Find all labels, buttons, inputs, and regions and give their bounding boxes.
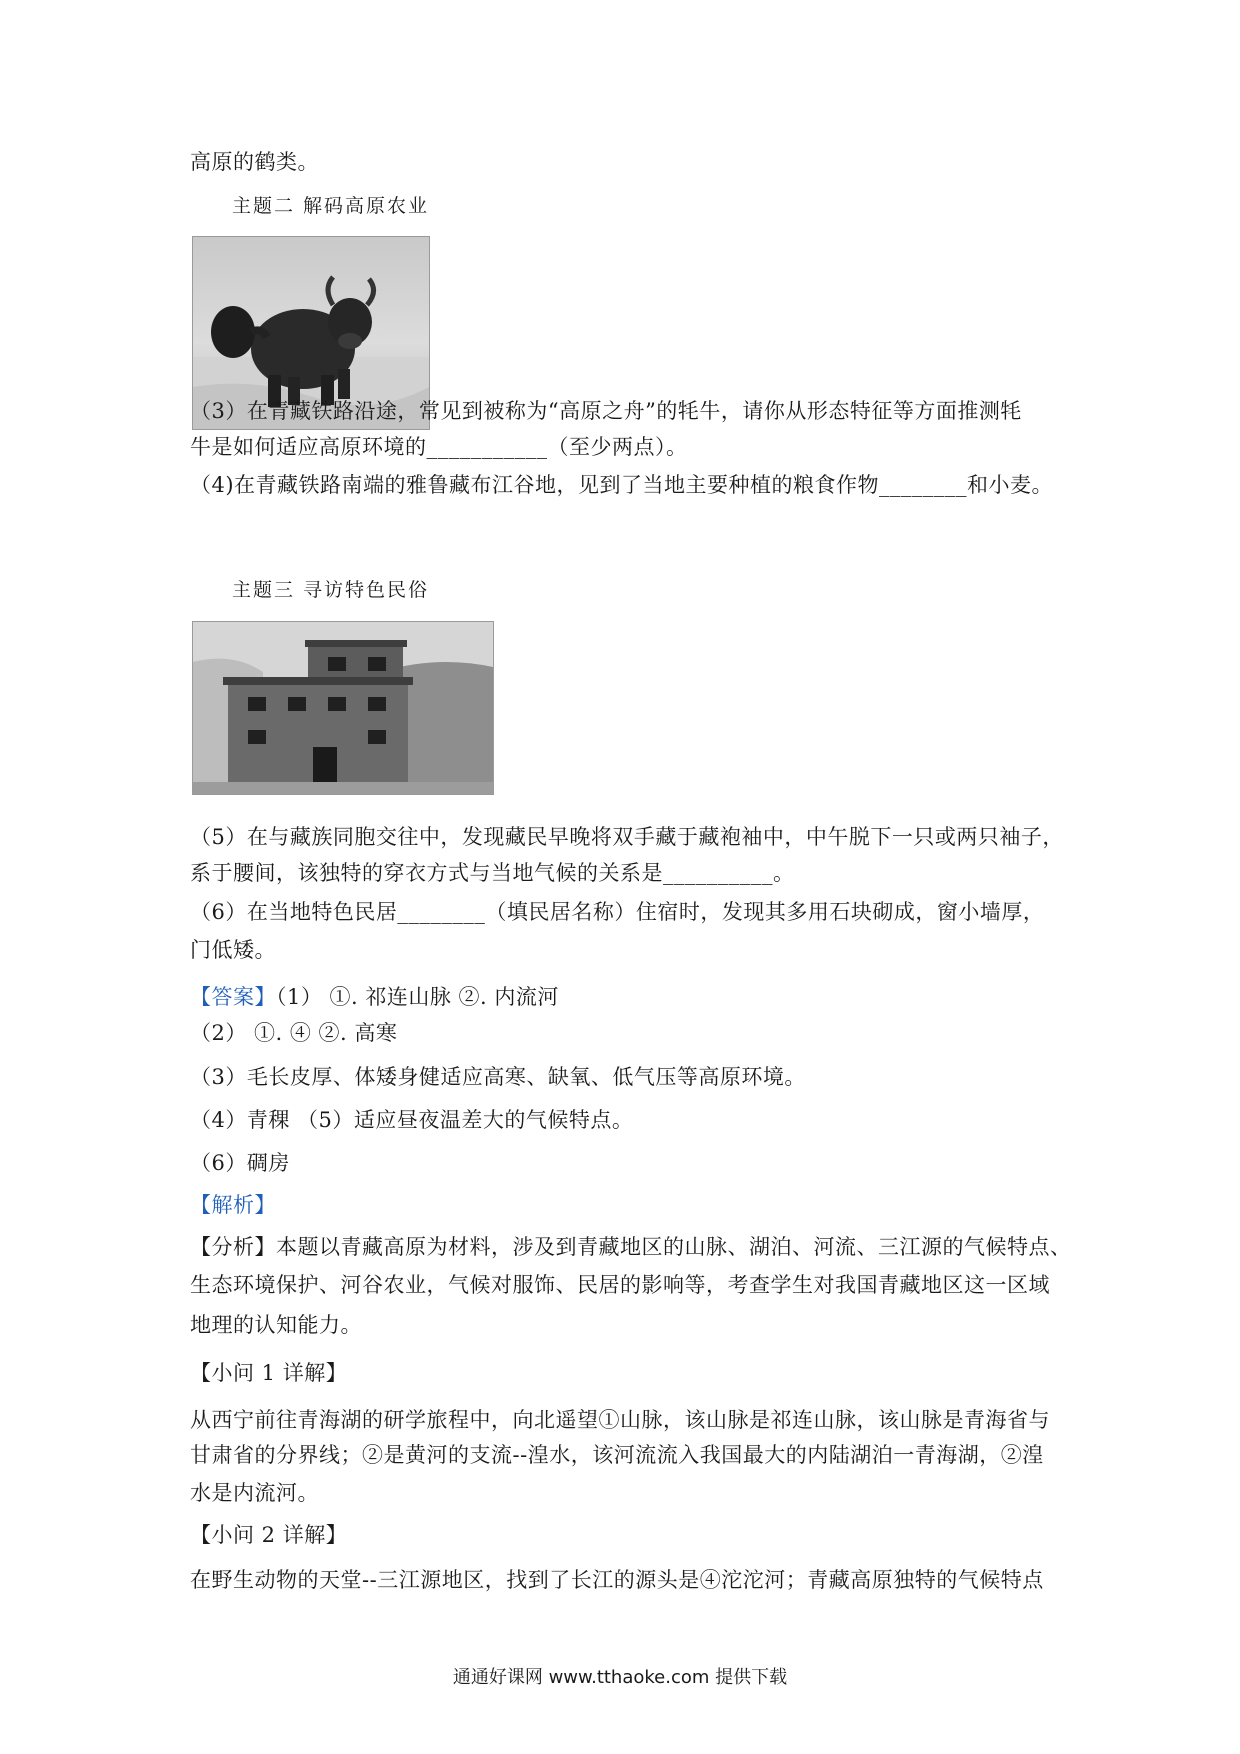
sub-question-heading: 【小问 1 详解】 [190, 1361, 348, 1385]
analysis-line: 生态环境保护、河谷农业，气候对服饰、民居的影响等，考查学生对我国青藏地区这一区域 [190, 1273, 1050, 1297]
tibetan-house-photo [192, 621, 494, 795]
text-line: 高原的鹤类。 [190, 150, 319, 174]
page-footer: 通通好课网 www.tthaoke.com 提供下载 [452, 1667, 788, 1688]
question-6-line-2: 门低矮。 [190, 938, 276, 962]
answer-6: （6）碉房 [190, 1151, 290, 1175]
question-3-line-1: （3）在青藏铁路沿途，常见到被称为“高原之舟”的牦牛，请你从形态特征等方面推测牦 [190, 399, 1022, 423]
question-6-line-1: （6）在当地特色民居________（填民居名称）住宿时，发现其多用石块砌成，窗小墙厚， [190, 900, 1045, 924]
answer-line-1 [190, 982, 559, 1012]
analysis-line: 从西宁前往青海湖的研学旅程中，向北遥望①山脉，该山脉是祁连山脉，该山脉是青海省与 [190, 1408, 1050, 1432]
question-5-line-2: 系于腰间，该独特的穿衣方式与当地气候的关系是__________。 [190, 861, 795, 885]
analysis-tag: 【解析】 [190, 1193, 276, 1217]
analysis-line: 在野生动物的天堂--三江源地区，找到了长江的源头是④沱沱河；青藏高原独特的气候特点 [190, 1568, 1044, 1592]
question-4-line: （4)在青藏铁路南端的雅鲁藏布江谷地，见到了当地主要种植的粮食作物________和小麦。 [190, 473, 1054, 497]
answer-4-5: （4）青稞 （5）适应昼夜温差大的气候特点。 [190, 1108, 634, 1132]
answer-2: （2） ①. ④ ②. 高寒 [190, 1021, 398, 1045]
answer-3: （3）毛长皮厚、体矮身健适应高寒、缺氧、低气压等高原环境。 [190, 1065, 806, 1089]
question-3-line-2: 牛是如何适应高原环境的___________（至少两点）。 [190, 435, 688, 459]
answer-tag: 【答案】 [190, 985, 276, 1009]
topic-heading: 主题三 寻访特色民俗 [232, 579, 430, 601]
topic-heading: 主题二 解码高原农业 [232, 195, 430, 217]
answer-1: （1） ①. 祁连山脉 ②. 内流河 [276, 985, 559, 1009]
analysis-line: 水是内流河。 [190, 1481, 319, 1505]
analysis-line: 甘肃省的分界线；②是黄河的支流--湟水，该河流流入我国最大的内陆湖泊一青海湖，②湟 [190, 1443, 1044, 1467]
question-5-line-1: （5）在与藏族同胞交往中，发现藏民早晚将双手藏于藏袍袖中，中午脱下一只或两只袖子， [190, 825, 1064, 849]
analysis-line: 地理的认知能力。 [190, 1313, 362, 1337]
analysis-line: 【分析】本题以青藏高原为材料，涉及到青藏地区的山脉、湖泊、河流、三江源的气候特点、 [190, 1235, 1072, 1259]
sub-question-heading: 【小问 2 详解】 [190, 1523, 348, 1547]
